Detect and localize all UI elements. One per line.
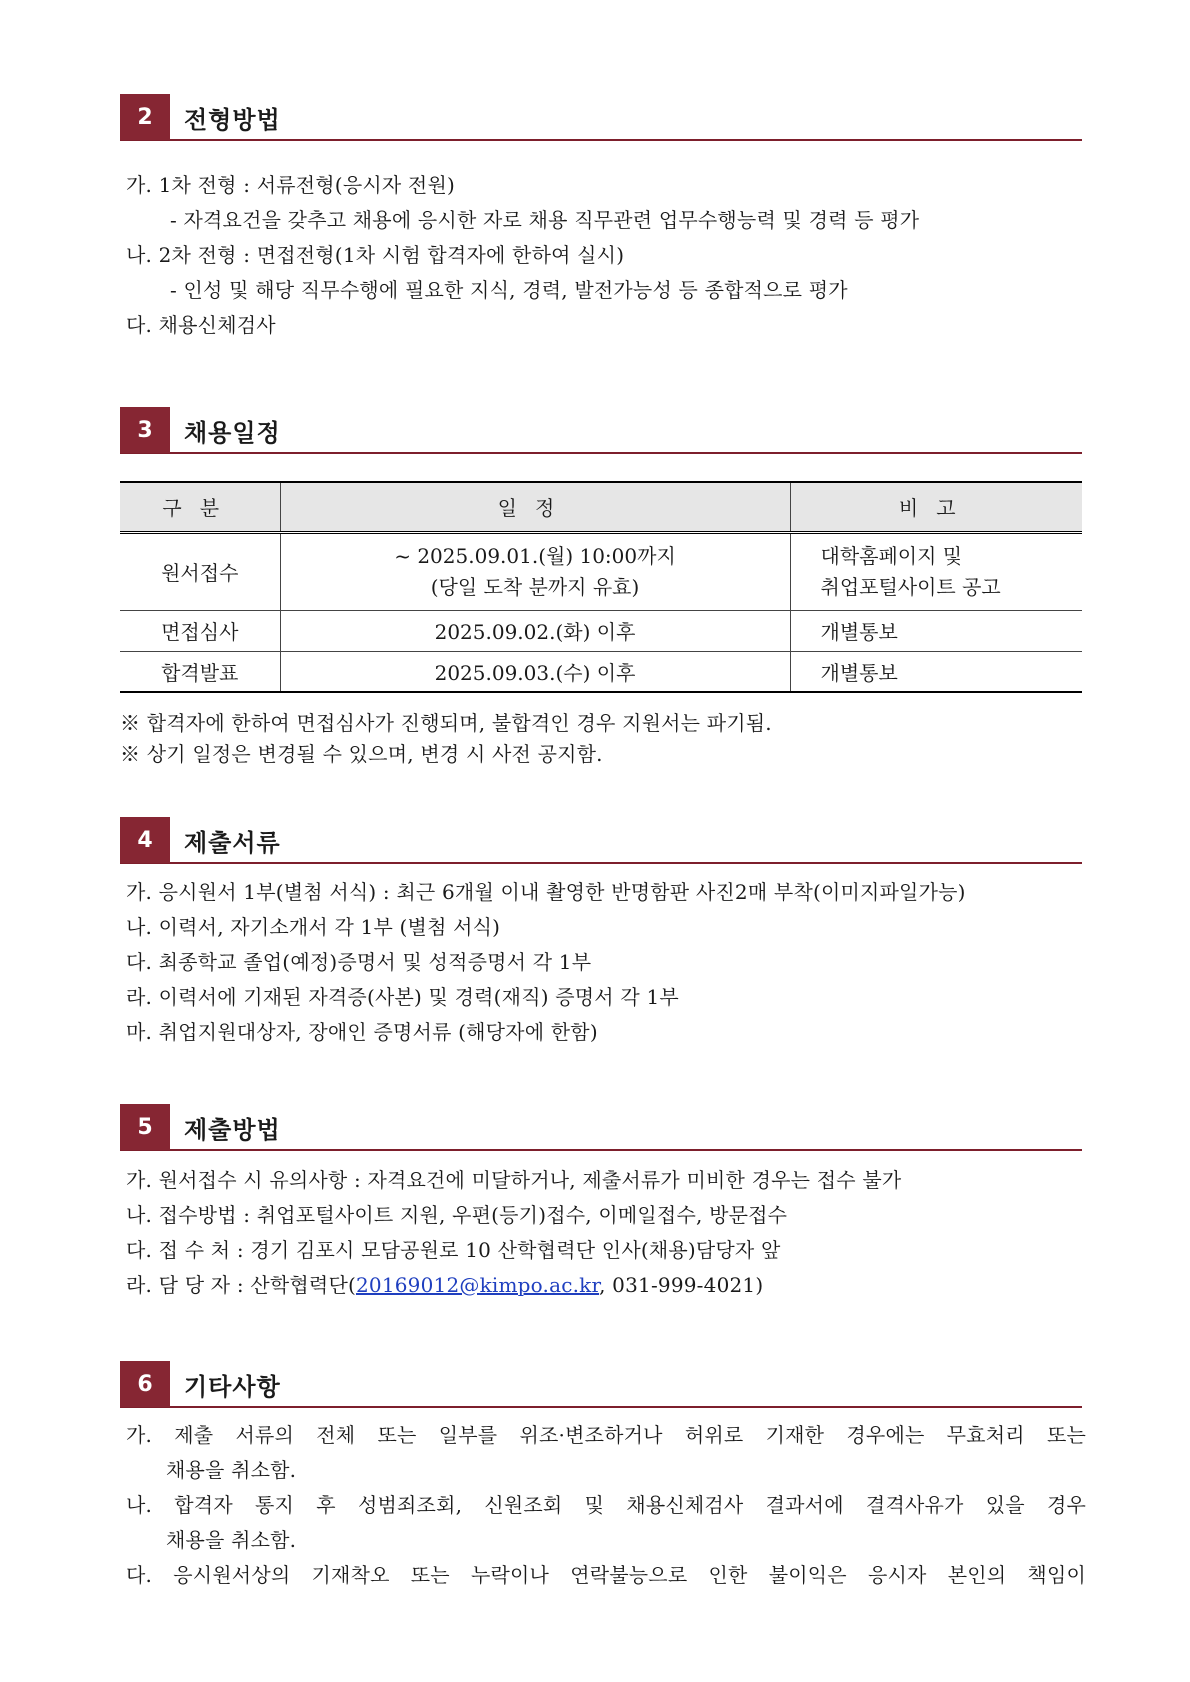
list-subitem: - 인성 및 해당 직무수행에 필요한 지식, 경력, 발전가능성 등 종합적으로 평가 — [170, 278, 848, 302]
row-label: 원서접수 — [120, 532, 280, 610]
section-title: 제출방법 — [184, 1115, 281, 1144]
column-header: 구분 — [120, 482, 280, 532]
list-item: 가. 응시원서 1부(별첨 서식) : 최근 6개월 이내 촬영한 반명함판 사진2매 부착(이미지파일가능) — [126, 880, 966, 904]
section-5-header — [120, 1105, 1082, 1151]
table-row — [120, 651, 1082, 692]
section-4-header — [120, 818, 1082, 864]
section-number: 2 — [120, 94, 170, 140]
contact-email-link[interactable]: 20169012@kimpo.ac.kr — [355, 1273, 600, 1297]
section-title: 전형방법 — [184, 105, 281, 134]
list-item: 나. 2차 전형 : 면접전형(1차 시험 합격자에 한하여 실시) — [126, 243, 625, 267]
list-item: 다. 응시원서상의 기재착오 또는 누락이나 연락불능으로 인한 불이익은 응시자 본인의 책임이 — [126, 1563, 1086, 1587]
schedule-table — [120, 481, 1082, 693]
list-item: 마. 취업지원대상자, 장애인 증명서류 (해당자에 한함) — [126, 1020, 598, 1044]
documents-list — [126, 875, 1086, 1050]
list-item: 다. 접 수 처 : 경기 김포시 모담공원로 10 산학협력단 인사(채용)담당자 앞 — [126, 1238, 781, 1262]
row-date: 2025.09.03.(수) 이후 — [280, 651, 790, 692]
note-text: ※ 상기 일정은 변경될 수 있으며, 변경 시 사전 공지함. — [120, 742, 603, 766]
section-number: 6 — [120, 1361, 170, 1407]
section-6-header — [120, 1362, 1082, 1408]
row-note — [790, 532, 1082, 610]
schedule-notes — [120, 708, 772, 770]
section-number: 4 — [120, 817, 170, 863]
section-number: 5 — [120, 1104, 170, 1150]
date-line: (당일 도착 분까지 유효) — [430, 574, 640, 599]
row-label: 합격발표 — [120, 651, 280, 692]
list-item: 가. 제출 서류의 전체 또는 일부를 위조·변조하거나 허위로 기재한 경우에는 무효처리 또는 — [126, 1423, 1086, 1447]
row-note: 개별통보 — [790, 651, 1082, 692]
column-header: 일정 — [280, 482, 790, 532]
list-item: 다. 채용신체검사 — [126, 313, 276, 337]
table-header-row — [120, 482, 1082, 532]
list-item: 나. 합격자 통지 후 성범죄조회, 신원조회 및 채용신체검사 결과서에 결격사유가 있을 경우 — [126, 1493, 1086, 1517]
note-text: ※ 합격자에 한하여 면접심사가 진행되며, 불합격인 경우 지원서는 파기됨. — [120, 711, 772, 735]
list-item: 가. 원서접수 시 유의사항 : 자격요건에 미달하거나, 제출서류가 미비한 경우는 접수 불가 — [126, 1168, 902, 1192]
list-item-continuation: 채용을 취소함. — [166, 1528, 297, 1552]
contact-suffix: , 031-999-4021) — [599, 1273, 764, 1297]
list-item: 가. 1차 전형 : 서류전형(응시자 전원) — [126, 173, 455, 197]
list-item: 다. 최종학교 졸업(예정)증명서 및 성적증명서 각 1부 — [126, 950, 592, 974]
list-item: 나. 접수방법 : 취업포털사이트 지원, 우편(등기)접수, 이메일접수, 방문접수 — [126, 1203, 788, 1227]
section-2-header — [120, 95, 1082, 141]
section-3-header — [120, 408, 1082, 454]
list-item: 라. 이력서에 기재된 자격증(사본) 및 경력(재직) 증명서 각 1부 — [126, 985, 679, 1009]
table-row — [120, 610, 1082, 651]
list-item-continuation: 채용을 취소함. — [166, 1458, 297, 1482]
table-row — [120, 532, 1082, 610]
row-note: 개별통보 — [790, 610, 1082, 651]
submission-list — [126, 1163, 1086, 1303]
other-list — [126, 1418, 1086, 1593]
note-line: 취업포털사이트 공고 — [820, 574, 1001, 599]
row-label: 면접심사 — [120, 610, 280, 651]
column-header: 비고 — [790, 482, 1082, 532]
section-title: 채용일정 — [184, 418, 281, 447]
section-title: 제출서류 — [184, 828, 281, 857]
row-date: 2025.09.02.(화) 이후 — [280, 610, 790, 651]
section-number: 3 — [120, 407, 170, 453]
section-title: 기타사항 — [184, 1372, 281, 1401]
list-subitem: - 자격요건을 갖추고 채용에 응시한 자로 채용 직무관련 업무수행능력 및 경력 등 평가 — [170, 208, 920, 232]
row-date — [280, 532, 790, 610]
method-list — [126, 168, 1086, 343]
list-item: 나. 이력서, 자기소개서 각 1부 (별첨 서식) — [126, 915, 501, 939]
list-item — [126, 1268, 1086, 1303]
date-line: ~ 2025.09.01.(월) 10:00까지 — [394, 543, 676, 568]
note-line: 대학홈페이지 및 — [820, 543, 963, 568]
contact-prefix: 라. 담 당 자 : 산학협력단( — [126, 1273, 356, 1297]
